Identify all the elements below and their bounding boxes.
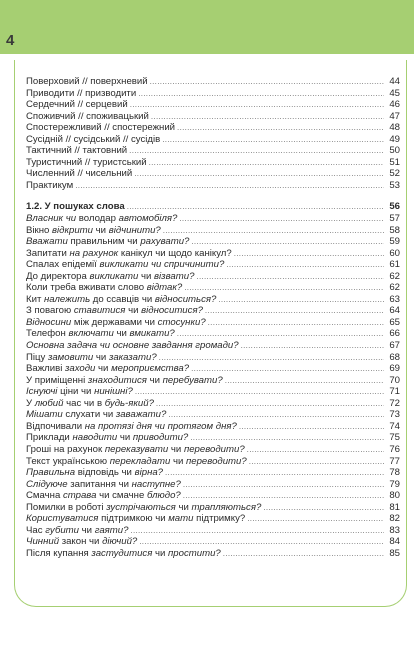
toc-entry-text: Поверховий // поверхневий: [26, 76, 148, 87]
toc-entry-title: [26, 248, 232, 260]
toc-entry[interactable]: [26, 76, 400, 88]
toc-entry-highlight: Відносини: [26, 316, 72, 328]
toc-entry-title: [26, 467, 163, 479]
toc-entry-title: [26, 111, 149, 123]
dot-leader: [151, 111, 384, 123]
toc-entry-page-number: 72: [389, 397, 400, 409]
toc-entry-title: [26, 305, 203, 317]
toc-entry-text: У: [26, 397, 35, 409]
toc-entry[interactable]: [26, 513, 400, 525]
dot-leader: [184, 282, 384, 294]
toc-entry-highlight: Правильна: [26, 467, 76, 479]
toc-entry-highlight: стосунки?: [157, 316, 206, 328]
toc-entry-text: Гроші на рахунок: [26, 443, 105, 455]
toc-entry-text: Помилки в роботі: [26, 501, 107, 513]
toc-entry-highlight: нинішні?: [94, 386, 133, 398]
page-number: 4: [6, 32, 15, 49]
toc-entry-text: До директора: [26, 270, 90, 282]
dot-leader: [263, 502, 384, 514]
dot-leader: [247, 444, 384, 456]
toc-entry-highlight: перекладати: [109, 455, 171, 467]
toc-entry-text: час чи в: [63, 397, 105, 409]
dot-leader: [196, 271, 384, 283]
dot-leader: [205, 305, 384, 317]
toc-entry-text: до ссавців чи: [90, 293, 155, 305]
toc-entry-highlight: любий: [34, 397, 64, 409]
toc-entry-title: [26, 317, 206, 329]
dot-leader: [168, 409, 384, 421]
toc-entry[interactable]: [26, 444, 400, 456]
toc-entry-page-number: 62: [389, 270, 400, 282]
toc-entry[interactable]: [26, 317, 400, 329]
toc-entry-text: закон чи: [59, 536, 103, 548]
toc-entry-page-number: 62: [389, 282, 400, 294]
toc-entry-highlight: ставитися: [73, 305, 126, 317]
toc-entry-page-number: 47: [389, 110, 400, 122]
toc-entry[interactable]: [26, 99, 400, 111]
toc-entry-page-number: 66: [389, 328, 400, 340]
toc-entry[interactable]: [26, 225, 400, 237]
toc-entry-title: [26, 294, 216, 306]
dot-leader: [138, 88, 384, 100]
dot-leader: [177, 328, 384, 340]
toc-entry-highlight: діючий?: [102, 536, 138, 548]
toc-entry-title: [26, 363, 189, 375]
toc-entry-title: [26, 432, 188, 444]
toc-entry-title: [26, 409, 166, 421]
toc-entry[interactable]: [26, 111, 400, 123]
toc-entry-page-number: 58: [389, 224, 400, 236]
section-heading[interactable]: [26, 201, 400, 213]
toc-entry-highlight: вірна?: [134, 467, 164, 479]
toc-entry-title: [26, 328, 175, 340]
toc-entry[interactable]: [26, 168, 400, 180]
toc-entry-text: ціни чи: [57, 386, 95, 398]
toc-entry-title: [26, 340, 239, 352]
toc-entry-highlight: приводити?: [132, 432, 189, 444]
toc-entry-text: чи: [95, 363, 112, 375]
toc-entry-highlight: відтак?: [146, 282, 183, 294]
dot-leader: [179, 213, 384, 225]
toc-entry-page-number: 82: [389, 513, 400, 525]
toc-entry-highlight: знаходитися: [87, 374, 147, 386]
toc-entry-title: [26, 490, 181, 502]
toc-entry-highlight: викликати чи спричинити?: [99, 259, 225, 271]
toc-entry-page-number: 83: [389, 524, 400, 536]
toc-entry[interactable]: [26, 248, 400, 260]
toc-entry-highlight: переказувати: [104, 443, 169, 455]
toc-entry-highlight: наводити: [72, 432, 118, 444]
toc-group-search: [26, 213, 400, 559]
toc-entry-text: Спостережливий // спостережний: [26, 122, 176, 134]
toc-entry-highlight: застудитися: [91, 547, 153, 559]
dot-leader: [177, 122, 384, 134]
toc-entry-highlight: трапляються?: [191, 501, 262, 513]
toc-entry-highlight: гаяти?: [94, 524, 129, 536]
toc-entry-text: підтримку?: [193, 513, 246, 525]
toc-entry-page-number: 52: [389, 168, 400, 180]
toc-entry-title: [26, 88, 136, 100]
toc-entry-text: Кит: [26, 293, 45, 305]
toc-entry-title: [26, 502, 261, 514]
toc-entry-highlight: Вважати: [26, 236, 68, 248]
toc-entry-title: [26, 134, 160, 146]
toc-entry[interactable]: [26, 490, 400, 502]
toc-entry-page-number: 84: [389, 536, 400, 548]
dot-leader: [191, 363, 384, 375]
toc-entry-text: Телефон: [26, 328, 69, 340]
toc-entry-highlight: заходи: [65, 363, 96, 375]
toc-entry-page-number: 73: [389, 409, 400, 421]
toc-entry-highlight: переводити?: [185, 455, 247, 467]
toc-entry-text: Час: [26, 524, 46, 536]
toc-entry-highlight: чи: [65, 213, 77, 225]
toc-entry-text: Текст українською: [26, 455, 110, 467]
toc-entry-page-number: 79: [389, 478, 400, 490]
toc-entry-text: володар: [76, 213, 119, 225]
dot-leader: [183, 479, 384, 491]
toc-entry-text: З повагою: [26, 305, 74, 317]
toc-entry-highlight: заважати?: [115, 409, 167, 421]
toc-entry-page-number: 78: [389, 467, 400, 479]
toc-entry-highlight: замовити: [47, 351, 94, 363]
dot-leader: [127, 201, 384, 213]
toc-entry-text: запитання чи: [67, 478, 132, 490]
toc-entry-text: Туристичний // туристський: [26, 156, 147, 168]
toc-entry[interactable]: [26, 305, 400, 317]
toc-entry-page-number: 85: [389, 547, 400, 559]
toc-entry-title: [26, 122, 175, 134]
toc-entry[interactable]: [26, 259, 400, 271]
toc-entry-title: [26, 180, 73, 192]
toc-entry-highlight: рахувати?: [140, 236, 190, 248]
toc-entry-title: [26, 479, 181, 491]
toc-entry-text: Приводити // призводити: [26, 87, 137, 99]
section-title: 1.2. У пошуках слова: [26, 201, 125, 213]
toc-entry-page-number: 53: [389, 179, 400, 191]
table-of-contents: [26, 76, 400, 559]
toc-entry-page-number: 81: [389, 501, 400, 513]
toc-entry[interactable]: [26, 525, 400, 537]
toc-entry-title: [26, 271, 194, 283]
dot-leader: [208, 317, 384, 329]
toc-entry-page-number: 64: [389, 305, 400, 317]
toc-entry-text: чи: [175, 501, 192, 513]
toc-entry[interactable]: [26, 180, 400, 192]
dot-leader: [163, 225, 384, 237]
dot-leader: [223, 548, 384, 560]
dot-leader: [135, 386, 384, 398]
toc-entry-highlight: включати: [68, 328, 114, 340]
toc-entry[interactable]: [26, 398, 400, 410]
toc-entry-title: [26, 536, 137, 548]
toc-entry-page-number: 65: [389, 316, 400, 328]
toc-entry-highlight: Власник: [26, 213, 64, 225]
dot-leader: [191, 236, 384, 248]
toc-entry-text: чи: [113, 328, 130, 340]
toc-entry-highlight: страва: [62, 490, 97, 502]
toc-entry-page-number: 51: [389, 156, 400, 168]
toc-entry-title: [26, 99, 128, 111]
toc-entry-text: Сусідній // сусідський // сусідів: [26, 133, 161, 145]
toc-entry[interactable]: [26, 409, 400, 421]
toc-entry-text: чи смачне: [96, 490, 147, 502]
toc-entry[interactable]: [26, 456, 400, 468]
toc-entry[interactable]: [26, 122, 400, 134]
toc-entry-title: [26, 236, 189, 248]
toc-entry-text: Важливі: [26, 363, 66, 375]
toc-entry-highlight: відноситься?: [154, 293, 217, 305]
toc-entry-text: чи: [93, 224, 109, 236]
toc-entry-highlight: заказати?: [108, 351, 157, 363]
toc-entry[interactable]: [26, 88, 400, 100]
toc-entry-text: чи: [146, 374, 163, 386]
toc-entry[interactable]: [26, 432, 400, 444]
toc-entry-title: [26, 168, 132, 180]
toc-entry-text: Коли треба вживати слово: [26, 282, 147, 294]
toc-entry-text: Після купання: [26, 547, 92, 559]
toc-entry-text: Вікно: [26, 224, 53, 236]
dot-leader: [247, 513, 384, 525]
toc-entry[interactable]: [26, 467, 400, 479]
toc-entry-highlight: перебувати?: [162, 374, 223, 386]
dot-leader: [183, 490, 384, 502]
toc-entry-highlight: автомобіля?: [118, 213, 178, 225]
toc-entry-text: Відпочивали: [26, 420, 85, 432]
toc-entry-title: [26, 444, 245, 456]
toc-entry-text: слухати чи: [62, 409, 116, 421]
toc-entry-highlight: Користуватися: [26, 513, 99, 525]
toc-entry-highlight: простити?: [168, 547, 221, 559]
toc-entry-page-number: 63: [389, 293, 400, 305]
dot-leader: [129, 145, 384, 157]
dot-leader: [162, 134, 384, 146]
toc-group-words: [26, 76, 400, 191]
toc-entry[interactable]: [26, 213, 400, 225]
toc-entry-highlight: губити: [45, 524, 80, 536]
toc-entry-text: Запитати: [26, 247, 70, 259]
toc-entry-text: Споживчий // споживацький: [26, 110, 149, 122]
toc-entry-title: [26, 352, 157, 364]
toc-entry-text: Спалах епідемії: [26, 259, 100, 271]
toc-entry-text: відповідь чи: [75, 467, 135, 479]
toc-entry-highlight: відкрити: [52, 224, 94, 236]
toc-entry-text: Сердечний // серцевий: [26, 99, 128, 111]
toc-entry-highlight: Чинний: [26, 536, 60, 548]
toc-entry-title: [26, 259, 224, 271]
toc-entry-highlight: Мішати: [26, 409, 63, 421]
toc-entry[interactable]: [26, 328, 400, 340]
toc-entry[interactable]: [26, 479, 400, 491]
toc-entry-text: між державами чи: [71, 316, 158, 328]
toc-entry-page-number: 48: [389, 122, 400, 134]
toc-entry-text: підтримкою чи: [98, 513, 169, 525]
toc-entry-page-number: 45: [389, 87, 400, 99]
toc-entry[interactable]: [26, 134, 400, 146]
dot-leader: [130, 525, 384, 537]
toc-entry-page-number: 50: [389, 145, 400, 157]
toc-entry-title: [26, 386, 133, 398]
toc-entry-page-number: 80: [389, 490, 400, 502]
toc-entry-title: [26, 225, 161, 237]
toc-entry[interactable]: [26, 352, 400, 364]
dot-leader: [190, 432, 384, 444]
toc-entry-title: [26, 145, 127, 157]
toc-entry[interactable]: [26, 236, 400, 248]
toc-entry-title: [26, 548, 221, 560]
dot-leader: [234, 248, 384, 260]
toc-entry-highlight: наступне?: [131, 478, 181, 490]
toc-entry-title: [26, 157, 147, 169]
toc-entry-text: У приміщенні: [26, 374, 88, 386]
toc-entry[interactable]: [26, 421, 400, 433]
toc-entry-text: чи: [138, 270, 155, 282]
toc-entry-highlight: належить: [44, 293, 91, 305]
toc-entry-highlight: Основна задача чи основне завдання громади?: [26, 340, 239, 352]
toc-entry[interactable]: [26, 271, 400, 283]
toc-entry[interactable]: [26, 536, 400, 548]
toc-entry-title: [26, 421, 237, 433]
toc-entry-page-number: 60: [389, 247, 400, 259]
toc-entry-title: [26, 76, 148, 88]
toc-entry-page-number: 70: [389, 374, 400, 386]
dot-leader: [75, 180, 384, 192]
toc-entry-page-number: 76: [389, 443, 400, 455]
dot-leader: [226, 259, 384, 271]
toc-entry-text: Смачна: [26, 490, 63, 502]
dot-leader: [239, 421, 384, 433]
toc-entry[interactable]: [26, 145, 400, 157]
dot-leader: [149, 157, 384, 169]
toc-entry-highlight: відчинити?: [108, 224, 161, 236]
toc-entry-title: [26, 456, 247, 468]
toc-entry-title: [26, 398, 154, 410]
toc-entry-highlight: мати: [168, 513, 194, 525]
toc-entry-highlight: вмикати?: [129, 328, 175, 340]
toc-entry-text: чи: [79, 524, 95, 536]
toc-entry-text: чи: [170, 455, 186, 467]
toc-entry[interactable]: [26, 340, 400, 352]
toc-entry-highlight: мероприємства?: [111, 363, 190, 375]
toc-entry-text: Піцу: [26, 351, 48, 363]
toc-entry[interactable]: [26, 363, 400, 375]
toc-entry-page-number: 77: [389, 455, 400, 467]
toc-entry-page-number: 59: [389, 236, 400, 248]
toc-entry-highlight: Слідуюче: [26, 478, 68, 490]
toc-entry-highlight: блюдо?: [146, 490, 181, 502]
toc-entry[interactable]: [26, 375, 400, 387]
toc-entry-text: Тактичний // тактовний: [26, 145, 128, 157]
toc-entry-highlight: відноситися?: [141, 305, 203, 317]
toc-entry-page-number: 75: [389, 432, 400, 444]
toc-entry-text: чи: [117, 432, 133, 444]
toc-entry-page-number: 67: [389, 340, 400, 352]
toc-entry[interactable]: [26, 294, 400, 306]
dot-leader: [225, 375, 384, 387]
toc-entry-page-number: 49: [389, 133, 400, 145]
toc-entry-title: [26, 525, 128, 537]
toc-entry-text: чи: [168, 443, 184, 455]
toc-entry-text: чи: [152, 547, 169, 559]
toc-entry-page-number: 69: [389, 363, 400, 375]
toc-entry-page-number: 71: [389, 386, 400, 398]
toc-entry[interactable]: [26, 386, 400, 398]
toc-entry-page-number: 68: [389, 351, 400, 363]
section-gap: [26, 191, 400, 201]
toc-entry-highlight: переводити?: [183, 443, 245, 455]
toc-entry-page-number: 57: [389, 213, 400, 225]
toc-entry[interactable]: [26, 548, 400, 560]
toc-entry-text: чи: [125, 305, 142, 317]
toc-entry-page-number: 61: [389, 259, 400, 271]
toc-entry[interactable]: [26, 282, 400, 294]
toc-entry-text: канікул чи щодо канікул?: [118, 247, 232, 259]
dot-leader: [249, 456, 384, 468]
toc-entry-title: [26, 282, 182, 294]
toc-entry-page-number: 74: [389, 420, 400, 432]
toc-entry-page-number: 46: [389, 99, 400, 111]
dot-leader: [156, 398, 384, 410]
toc-entry-text: Численний // чисельний: [26, 168, 133, 180]
toc-entry-highlight: будь-який?: [104, 397, 154, 409]
dot-leader: [159, 352, 384, 364]
dot-leader: [130, 99, 384, 111]
toc-entry-highlight: зустрічаються: [106, 501, 176, 513]
section-page-number: 56: [389, 201, 400, 213]
dot-leader: [218, 294, 384, 306]
toc-entry[interactable]: [26, 157, 400, 169]
header-band: [0, 0, 414, 54]
toc-entry-highlight: викликати: [89, 270, 139, 282]
dot-leader: [165, 467, 384, 479]
toc-entry-text: Практикум: [26, 179, 74, 191]
toc-entry-title: [26, 213, 177, 225]
toc-entry-text: Приклади: [26, 432, 73, 444]
toc-entry[interactable]: [26, 502, 400, 514]
dot-leader: [150, 76, 384, 88]
dot-leader: [139, 536, 384, 548]
toc-entry-title: [26, 513, 245, 525]
dot-leader: [134, 168, 384, 180]
toc-entry-page-number: 44: [389, 76, 400, 87]
toc-entry-highlight: Існуючі: [26, 386, 58, 398]
toc-entry-highlight: на протязі дня чи протягом дня?: [84, 420, 237, 432]
toc-entry-highlight: на рахунок: [69, 247, 119, 259]
toc-entry-text: чи: [93, 351, 109, 363]
dot-leader: [241, 340, 384, 352]
toc-entry-title: [26, 375, 223, 387]
toc-entry-text: правильним чи: [67, 236, 141, 248]
toc-entry-highlight: візвати?: [154, 270, 195, 282]
